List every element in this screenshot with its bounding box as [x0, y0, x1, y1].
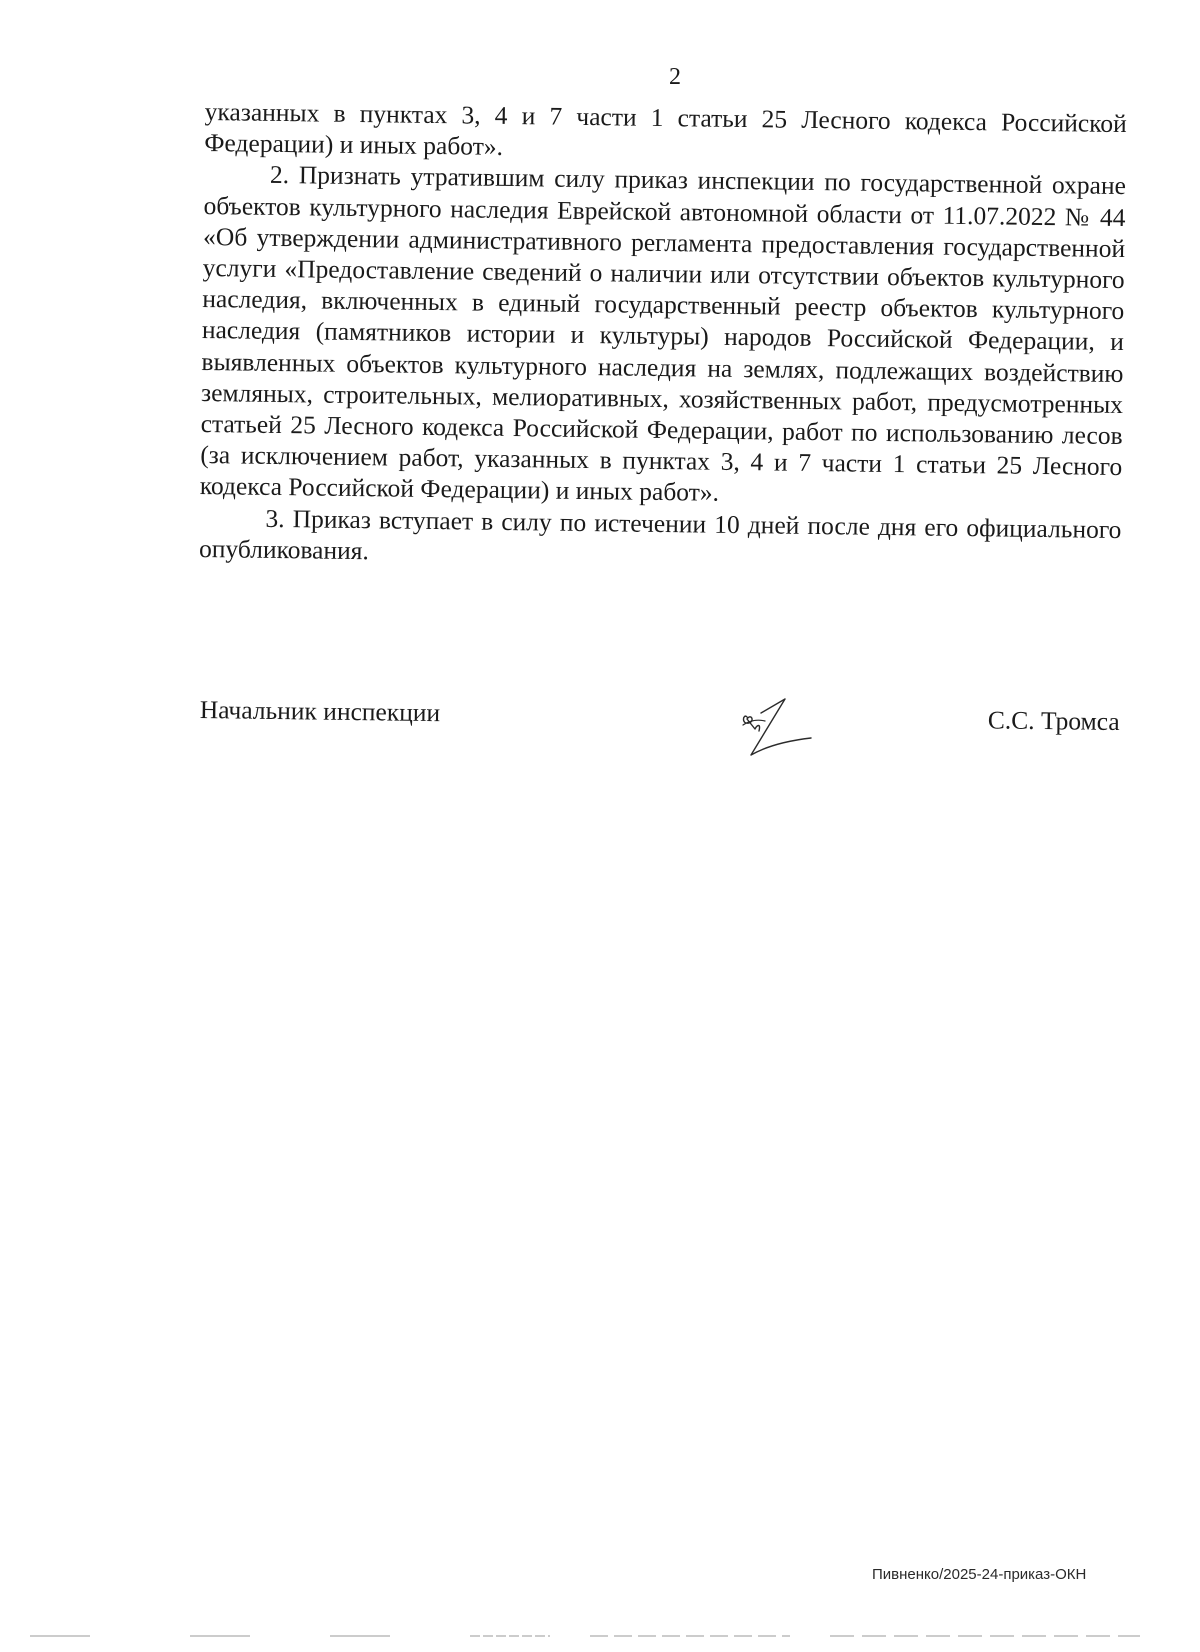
signatory-name: С.С. Тромса	[987, 705, 1120, 737]
paragraph-item-3: 3. Приказ вступает в силу по истечении 10 дней после дня его официального опубликования.	[198, 503, 1122, 566]
signatory-position: Начальник инспекции	[199, 695, 441, 728]
handwritten-signature	[735, 695, 815, 760]
paragraph-item-2: 2. Признать утратившим силу приказ инспекции по государственной охране объектов культурного наследия Еврейской автономной области от 11.07.2022 № 44 «Об утверждении административного регламента предоставления государственной услуги «Предоставление сведений о наличии или отсутствии объектов культурного наследия, включенных в единый государственный реестр объектов культурного наследия (памятников истории и культуры) народов Российской Федерации, и выявленных объектов культурного наследия на землях, подлежащих воздействию земляных, строительных, мелиоративных, хозяйственных работ, предусмотренных статьей 25 Лесного кодекса Российской Федерации, работ по использованию лесов (за исключением работ, указанных в пунктах 3, 4 и 7 части 1 статьи 25 Лесного кодекса Российской Федерации) и иных работ».	[199, 160, 1127, 508]
footer-reference: Пивненко/2025-24-приказ-ОКН	[872, 1566, 1087, 1583]
paragraph-continuation: указанных в пунктах 3, 4 и 7 части 1 статьи 25 Лесного кодекса Российской Федерации) и иных работ».	[204, 96, 1127, 162]
signature-block	[199, 695, 1120, 777]
scan-edge-artifact	[30, 1634, 1170, 1638]
document-body	[199, 96, 1127, 576]
page-number: 2	[669, 64, 681, 90]
